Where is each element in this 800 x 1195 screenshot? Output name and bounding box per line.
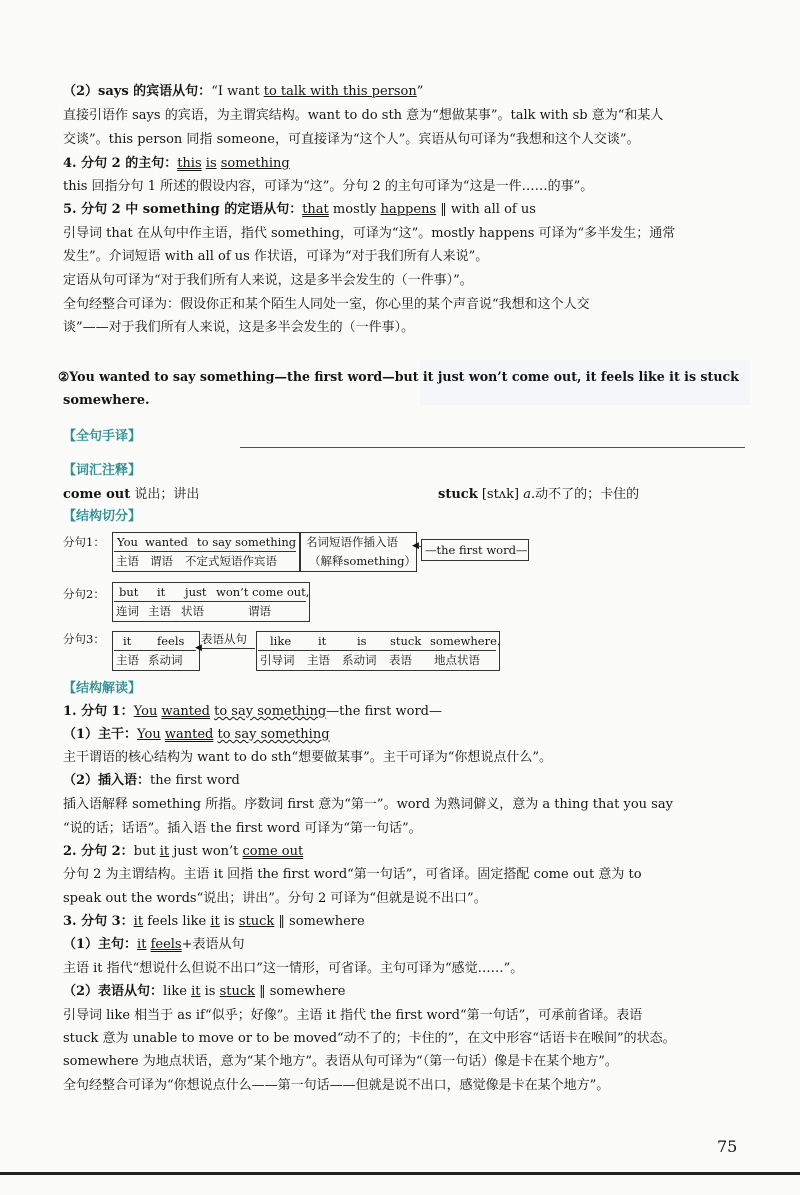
paragraph: 全句经整合可译为：假设你正和某个陌生人同处一室，你心里的某个声音说“我想和这个人交 xyxy=(63,297,590,312)
sub-1b-heading: （2）插入语：the first word xyxy=(63,773,240,788)
paragraph: 主干谓语的核心结构为 want to do sth“想要做某事”。主干可译为“你想说点什么”。 xyxy=(63,750,553,765)
role: 不定式短语作宾语 xyxy=(185,554,277,568)
role: 状语 xyxy=(181,604,204,618)
divider xyxy=(114,551,296,552)
vocab-stuck: stuck [stʌk] a.动不了的；卡住的 xyxy=(438,487,640,502)
paragraph: this 回指分句 1 所述的假设内容，可译为“这”。分句 2 的主句可译为“这是一件……的事”。 xyxy=(63,179,594,194)
paragraph: somewhere 为地点状语，意为“某个地方”。表语从句可译为“（第一句话）像是卡在某个地方”。 xyxy=(63,1054,618,1069)
role: 地点状语 xyxy=(434,653,480,667)
word: You xyxy=(117,535,138,549)
heading-4: 4. 分句 2 的主句：this is something xyxy=(63,156,290,171)
insert-note: 名词短语作插入语 xyxy=(306,535,398,549)
section-structure-split: 【结构切分】 xyxy=(63,509,142,524)
word: wanted xyxy=(145,535,188,549)
role: 系动词 xyxy=(148,653,183,667)
sentence-2-line-2: somewhere. xyxy=(63,393,150,408)
translation-blank-line xyxy=(240,447,745,448)
sub-1-heading: 1. 分句 1：You wanted to say something—the first word— xyxy=(63,704,442,719)
role: 主语 xyxy=(116,554,139,568)
paragraph: speak out the words“说出；讲出”。分句 2 可译为“但就是说不出口”。 xyxy=(63,891,487,906)
role: 表语 xyxy=(389,653,412,667)
role: 谓语 xyxy=(248,604,271,618)
section-translation: 【全句手译】 xyxy=(63,429,142,444)
sentence-2-line-1: ②You wanted to say something—the first word—but it just won’t come out, it feels like it is stuck xyxy=(58,369,739,384)
divider xyxy=(258,650,496,651)
arrow-left-icon: ◀ xyxy=(412,541,419,551)
word: to say something xyxy=(197,535,297,549)
divider xyxy=(114,650,196,651)
paragraph: 主语 it 指代“想说什么但说不出口”这一情形，可省译。主句可译为“感觉……”。 xyxy=(63,961,524,976)
word: it xyxy=(123,634,132,648)
paragraph: stuck 意为 unable to move or to be moved“动不了的；卡住的”，在文中形容“话语卡在喉间”的状态。 xyxy=(63,1031,676,1046)
section-vocab: 【词汇注释】 xyxy=(63,463,142,478)
role: 连词 xyxy=(116,604,139,618)
paragraph: 分句 2 为主谓结构。主语 it 回指 the first word“第一句话”，可省译。固定搭配 come out 意为 to xyxy=(63,867,642,882)
paragraph: “说的话；话语”。插入语 the first word 可译为“第一句话”。 xyxy=(63,821,422,836)
divider xyxy=(114,601,306,602)
footer-rule xyxy=(0,1172,800,1175)
word: just xyxy=(185,585,207,599)
insert-note-explain: （解释something） xyxy=(309,554,417,568)
heading-5: 5. 分句 2 中 something 的定语从句：that mostly happens ‖ with all of us xyxy=(63,202,536,217)
word: somewhere. xyxy=(430,634,501,648)
word: like xyxy=(270,634,292,648)
role: 主语 xyxy=(148,604,171,618)
word: but xyxy=(119,585,139,599)
paragraph: 交谈”。this person 同指 someone，可直接译为“这个人”。宾语从句可译为“我想和这个人交谈”。 xyxy=(63,132,640,147)
clause-3-note: 表语从句 xyxy=(201,632,247,646)
word: won’t come out, xyxy=(216,585,310,599)
word: it xyxy=(157,585,166,599)
role: 主语 xyxy=(307,653,330,667)
role: 系动词 xyxy=(342,653,377,667)
word: stuck xyxy=(390,634,422,648)
arrow-line xyxy=(201,648,255,649)
clause-1-label: 分句1： xyxy=(63,535,105,549)
paragraph: 插入语解释 something 所指。序数词 first 意为“第一”。word 为熟词僻义，意为 a thing that you say xyxy=(63,797,673,812)
paragraph: 发生”。介词短语 with all of us 作状语，可译为“对于我们所有人来说”。 xyxy=(63,249,489,264)
paragraph: 引导词 like 相当于 as if“似乎；好像”。主语 it 指代 the first word“第一句话”，可承前省译。表语 xyxy=(63,1008,643,1023)
paragraph: 定语从句可译为“对于我们所有人来说，这是多半会发生的（一件事）”。 xyxy=(63,273,473,288)
vocab-come-out: come out 说出；讲出 xyxy=(63,487,200,502)
clause-2-label: 分句2： xyxy=(63,587,105,601)
role: 主语 xyxy=(116,653,139,667)
paragraph: 引导词 that 在从句中作主语，指代 something，可译为“这”。mostly happens 可译为“多半发生；通常 xyxy=(63,226,676,241)
sub-3-heading: 3. 分句 3：it feels like it is stuck ‖ somewhere xyxy=(63,914,365,929)
section-structure-read: 【结构解读】 xyxy=(63,681,142,696)
word: is xyxy=(357,634,367,648)
role: 引导词 xyxy=(260,653,295,667)
says-object-clause-heading: （2）says 的宾语从句：“I want to talk with this person” xyxy=(63,84,424,99)
sub-1a-heading: （1）主干：You wanted to say something xyxy=(63,727,330,742)
role: 谓语 xyxy=(150,554,173,568)
sub-2-heading: 2. 分句 2：but it just won’t come out xyxy=(63,844,304,859)
sub-3a-heading: （1）主句：it feels+表语从句 xyxy=(63,937,245,952)
arrow-left-icon: ◀ xyxy=(195,643,202,653)
word: feels xyxy=(157,634,185,648)
word: it xyxy=(318,634,327,648)
page-number: 75 xyxy=(717,1137,738,1156)
paragraph: 谈”——对于我们所有人来说，这是多半会发生的（一件事）。 xyxy=(63,320,415,335)
clause-3-label: 分句3： xyxy=(63,632,105,646)
paragraph-final-translation: 全句经整合可译为“你想说点什么——第一句话——但就是说不出口，感觉像是卡在某个地方”。 xyxy=(63,1078,610,1093)
sub-3b-heading: （2）表语从句：like it is stuck ‖ somewhere xyxy=(63,984,346,999)
paragraph: 直接引语作 says 的宾语，为主谓宾结构。want to do sth 意为“想做某事”。talk with sb 意为“和某人 xyxy=(63,108,664,123)
insert-phrase: —the first word— xyxy=(425,543,528,557)
